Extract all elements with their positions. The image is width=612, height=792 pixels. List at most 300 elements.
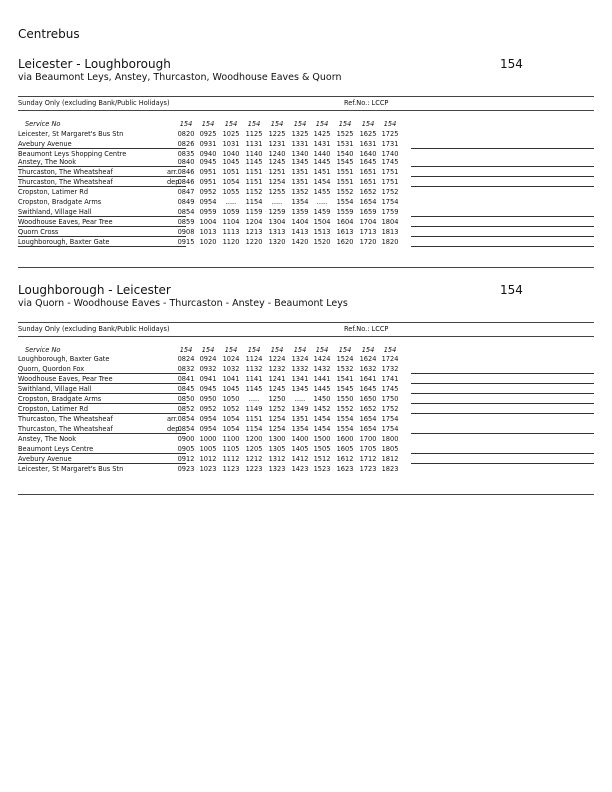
departure-time: 1531 [336,140,354,148]
departure-time: 1351 [291,168,309,176]
departure-time: 0854 [177,415,195,423]
departure-time: 1651 [359,178,377,186]
departure-time: 1551 [336,168,354,176]
departure-time: 0925 [199,130,217,138]
departure-time: 1454 [313,425,331,433]
departure-time: 1455 [313,188,331,196]
departure-time: 1000 [199,435,217,443]
arr-dep-marker: arr. [167,168,178,176]
departure-time: 0945 [199,158,217,166]
departure-time: 1345 [291,158,309,166]
departure-time: 1459 [313,208,331,216]
departure-time: 1420 [291,238,309,246]
departure-time: 1331 [291,140,309,148]
departure-time: 1159 [245,208,263,216]
table-row [0,385,612,395]
departure-time: 1640 [359,150,377,158]
departure-time: 1445 [313,158,331,166]
departure-time: 0850 [177,395,195,403]
departure-time: 1512 [313,455,331,463]
departure-time: 1550 [336,395,354,403]
departure-time: 1552 [336,188,354,196]
departure-time: 1754 [381,415,399,423]
departure-time: 0945 [199,385,217,393]
table-row [0,208,612,218]
departure-time: 1059 [222,208,240,216]
departure-time: 1645 [359,158,377,166]
departure-time: 0846 [177,178,195,186]
row-underline [18,463,186,464]
departure-time: 1654 [359,198,377,206]
service-number: 154 [315,120,329,128]
service-number: 154 [179,346,193,354]
operator-name: Centrebus [18,27,80,41]
departure-time: 0835 [177,150,195,158]
departure-time: 1532 [336,365,354,373]
departure-time: 1031 [222,140,240,148]
departure-time: 1720 [359,238,377,246]
departure-time: 1252 [268,405,286,413]
reference-number: Ref.No.: LCCP [344,325,389,333]
departure-time: 1654 [359,415,377,423]
departure-time: 1112 [222,455,240,463]
row-underline [411,433,594,434]
departure-time: 1540 [336,150,354,158]
divider [18,110,594,111]
departure-time: 1804 [381,218,399,226]
departure-time: 1625 [359,130,377,138]
departure-time: 1332 [291,365,309,373]
stop-name: Cropston, Bradgate Arms [18,395,102,403]
departure-time: 1020 [199,238,217,246]
departure-time: 1600 [336,435,354,443]
departure-time: 1713 [359,228,377,236]
departure-time: 1545 [336,158,354,166]
departure-time: 0845 [177,385,195,393]
table-row [0,228,612,238]
departure-time: 1240 [268,150,286,158]
departure-time: ..... [271,198,283,206]
row-underline [18,226,186,227]
service-number: 154 [361,120,375,128]
stop-name: Avebury Avenue [18,140,72,148]
departure-time: 1055 [222,188,240,196]
departure-time: 1124 [245,355,263,363]
departure-time: 1651 [359,168,377,176]
service-number: 154 [338,120,352,128]
departure-time: 1724 [381,355,399,363]
departure-time: 1813 [381,228,399,236]
departure-time: 1751 [381,178,399,186]
departure-time: 1423 [291,465,309,473]
departure-time: 1032 [222,365,240,373]
departure-time: 1613 [336,228,354,236]
departure-time: 1012 [199,455,217,463]
departure-time: 0854 [177,425,195,433]
departure-time: 1554 [336,425,354,433]
departure-time: 1045 [222,385,240,393]
table-row [0,218,612,228]
departure-time: 1404 [291,218,309,226]
departure-time: 1745 [381,385,399,393]
day-note: Sunday Only (excluding Bank/Public Holidays) [18,99,170,107]
departure-time: 0900 [177,435,195,443]
departure-time: 1754 [381,198,399,206]
table-row [0,178,612,188]
departure-time: 1440 [313,150,331,158]
row-underline [18,246,186,247]
departure-time: 1605 [336,445,354,453]
departure-time: 1705 [359,445,377,453]
departure-time: 1149 [245,405,263,413]
stop-name: Anstey, The Nook [18,435,77,443]
service-label: Service No [25,120,61,128]
stop-name: Thurcaston, The Wheatsheaf [18,178,113,186]
departure-time: 0924 [199,355,217,363]
row-underline [411,236,594,237]
departure-time: 1431 [313,140,331,148]
service-number: 154 [270,346,284,354]
row-underline [411,463,594,464]
stop-name: Leicester, St Margaret's Bus Stn [18,465,124,473]
table-row [0,455,612,465]
departure-time: 0940 [199,150,217,158]
departure-time: 1452 [313,405,331,413]
table-row [0,435,612,445]
row-underline [411,186,594,187]
departure-time: 1141 [245,375,263,383]
stop-name: Cropston, Latimer Rd [18,188,89,196]
departure-time: 0824 [177,355,195,363]
row-underline [18,166,186,167]
table-row [0,158,612,168]
departure-time: 1120 [222,238,240,246]
departure-time: 0820 [177,130,195,138]
table-row [0,425,612,435]
table-row [0,375,612,385]
service-number: 154 [293,346,307,354]
table-row [0,365,612,375]
row-underline [411,393,594,394]
departure-time: ..... [316,198,328,206]
departure-time: 1023 [199,465,217,473]
row-underline [18,383,186,384]
departure-time: 1740 [381,150,399,158]
departure-time: 0859 [177,218,195,226]
stop-name: Cropston, Bradgate Arms [18,198,102,206]
day-note: Sunday Only (excluding Bank/Public Holidays) [18,325,170,333]
row-underline [18,393,186,394]
divider [18,96,594,97]
departure-time: 0832 [177,365,195,373]
departure-time: 1232 [268,365,286,373]
departure-time: 0915 [177,238,195,246]
departure-time: 1151 [245,178,263,186]
departure-time: 1213 [245,228,263,236]
departure-time: 1154 [245,425,263,433]
departure-time: 1659 [359,208,377,216]
divider [18,267,594,268]
departure-time: 1723 [359,465,377,473]
service-number: 154 [224,120,238,128]
departure-time: 1750 [381,395,399,403]
departure-time: 0952 [199,188,217,196]
departure-time: 1652 [359,188,377,196]
departure-time: 1312 [268,455,286,463]
departure-time: 1345 [291,385,309,393]
row-underline [18,186,186,187]
departure-time: 0847 [177,188,195,196]
departure-time: 0952 [199,405,217,413]
departure-time: 1132 [245,365,263,373]
departure-time: 0841 [177,375,195,383]
departure-time: 1820 [381,238,399,246]
departure-time: 1041 [222,375,240,383]
departure-time: 1152 [245,188,263,196]
departure-time: 0951 [199,178,217,186]
departure-time: 1413 [291,228,309,236]
departure-time: 1054 [222,425,240,433]
departure-time: 1220 [245,238,263,246]
reference-number: Ref.No.: LCCP [344,99,389,107]
departure-time: 0849 [177,198,195,206]
table-row [0,198,612,208]
table-row [0,445,612,455]
departure-time: 0954 [199,425,217,433]
departure-time: 1305 [268,445,286,453]
departure-time: 1823 [381,465,399,473]
departure-time: 1424 [313,355,331,363]
departure-time: 1005 [199,445,217,453]
departure-time: 1741 [381,375,399,383]
departure-time: 1624 [359,355,377,363]
departure-time: 0959 [199,208,217,216]
departure-time: 1245 [268,158,286,166]
stop-name: Loughborough, Baxter Gate [18,238,110,246]
stop-name: Anstey, The Nook [18,158,77,166]
row-underline [18,236,186,237]
table-row [0,415,612,425]
departure-time: 1324 [291,355,309,363]
departure-time: 1445 [313,385,331,393]
departure-time: 1604 [336,218,354,226]
departure-time: 1359 [291,208,309,216]
table-row [0,405,612,415]
table-row [0,188,612,198]
departure-time: 1450 [313,395,331,403]
departure-time: 1245 [268,385,286,393]
departure-time: 0932 [199,365,217,373]
departure-time: 1352 [291,188,309,196]
departure-time: 1250 [268,395,286,403]
departure-time: 1554 [336,198,354,206]
departure-time: 1725 [381,130,399,138]
departure-time: 1024 [222,355,240,363]
departure-time: 1204 [245,218,263,226]
departure-time: 1013 [199,228,217,236]
table-row [0,238,612,248]
table-row [0,355,612,365]
departure-time: 1354 [291,198,309,206]
table-row [0,130,612,140]
departure-time: 1454 [313,178,331,186]
route-via: via Beaumont Leys, Anstey, Thurcaston, Woodhouse Eaves & Quorn [18,72,342,83]
row-underline [411,373,594,374]
row-underline [18,413,186,414]
stop-name: Beaumont Leys Shopping Centre [18,150,127,158]
departure-time: 1412 [291,455,309,463]
departure-time: 1559 [336,208,354,216]
departure-time: 1349 [291,405,309,413]
departure-time: 1125 [245,130,263,138]
stop-name: Loughborough, Baxter Gate [18,355,110,363]
departure-time: 1225 [268,130,286,138]
service-number: 154 [179,120,193,128]
departure-time: 1223 [245,465,263,473]
departure-time: 1754 [381,425,399,433]
departure-time: 1254 [268,425,286,433]
departure-time: 1131 [245,140,263,148]
departure-time: 1805 [381,445,399,453]
departure-time: 1154 [245,198,263,206]
departure-time: 1523 [313,465,331,473]
departure-time: 0951 [199,168,217,176]
departure-time: ..... [225,198,237,206]
departure-time: 0846 [177,168,195,176]
departure-time: 1731 [381,140,399,148]
stop-name: Thurcaston, The Wheatsheaf [18,425,113,433]
departure-time: 1325 [291,130,309,138]
stop-name: Quorn, Quordon Fox [18,365,85,373]
departure-time: 1425 [313,130,331,138]
stop-name: Cropston, Latimer Rd [18,405,89,413]
departure-time: 0950 [199,395,217,403]
departure-time: 1652 [359,405,377,413]
row-underline [18,176,186,177]
table-row [0,465,612,475]
stop-name: Leicester, St Margaret's Bus Stn [18,130,124,138]
departure-time: 1045 [222,158,240,166]
stop-name: Thurcaston, The Wheatsheaf [18,168,113,176]
departure-time: 1351 [291,415,309,423]
service-number: 154 [383,120,397,128]
row-underline [18,433,186,434]
departure-time: 1025 [222,130,240,138]
departure-time: 1323 [268,465,286,473]
departure-time: 1113 [222,228,240,236]
arr-dep-marker: arr. [167,415,178,423]
departure-time: 1251 [268,168,286,176]
departure-time: 1812 [381,455,399,463]
departure-time: 1513 [313,228,331,236]
departure-time: 1231 [268,140,286,148]
departure-time: 1145 [245,385,263,393]
departure-time: 1255 [268,188,286,196]
departure-time: 1151 [245,415,263,423]
arr-dep-marker: dep. [167,178,182,186]
departure-time: 1432 [313,365,331,373]
service-number: 154 [270,120,284,128]
stop-name: Swithland, Village Hall [18,385,92,393]
departure-time: 1123 [222,465,240,473]
departure-time: ..... [248,395,260,403]
route-number: 154 [500,283,523,297]
departure-time: 0840 [177,158,195,166]
arr-dep-marker: dep. [167,425,182,433]
departure-time: 1200 [245,435,263,443]
departure-time: 1712 [359,455,377,463]
service-number: 154 [338,346,352,354]
divider [18,494,594,495]
departure-time: 1505 [313,445,331,453]
departure-time: 1054 [222,178,240,186]
departure-time: 1304 [268,218,286,226]
divider [18,336,594,337]
departure-time: 1759 [381,208,399,216]
service-number: 154 [315,346,329,354]
departure-time: 1704 [359,218,377,226]
departure-time: ..... [294,395,306,403]
departure-time: 0941 [199,375,217,383]
departure-time: 1541 [336,375,354,383]
departure-time: 1051 [222,168,240,176]
departure-time: 0908 [177,228,195,236]
departure-time: 1004 [199,218,217,226]
departure-time: 1545 [336,385,354,393]
departure-time: 0954 [199,415,217,423]
row-underline [18,403,186,404]
departure-time: 1554 [336,415,354,423]
departure-time: 1552 [336,405,354,413]
departure-time: 1254 [268,178,286,186]
stop-name: Swithland, Village Hall [18,208,92,216]
departure-time: 1054 [222,415,240,423]
departure-time: 1254 [268,415,286,423]
service-number: 154 [247,120,261,128]
departure-time: 1645 [359,385,377,393]
departure-time: 1524 [336,355,354,363]
departure-time: 1632 [359,365,377,373]
row-underline [18,453,186,454]
route-title: Loughborough - Leicester [18,283,171,297]
departure-time: 1354 [291,425,309,433]
departure-time: 1451 [313,168,331,176]
service-number: 154 [224,346,238,354]
row-underline [411,166,594,167]
stop-name: Quorn Cross [18,228,59,236]
departure-time: 1313 [268,228,286,236]
divider [18,322,594,323]
row-underline [411,413,594,414]
departure-time: 1400 [291,435,309,443]
row-underline [411,453,594,454]
departure-time: 1551 [336,178,354,186]
departure-time: 1441 [313,375,331,383]
departure-time: 1752 [381,405,399,413]
stop-name: Thurcaston, The Wheatsheaf [18,415,113,423]
stop-name: Avebury Avenue [18,455,72,463]
departure-time: 0854 [177,208,195,216]
row-underline [411,403,594,404]
departure-time: 1504 [313,218,331,226]
departure-time: 1212 [245,455,263,463]
table-row [0,140,612,150]
stop-name: Woodhouse Eaves, Pear Tree [18,218,113,226]
departure-time: 1040 [222,150,240,158]
departure-time: 1800 [381,435,399,443]
departure-time: 1300 [268,435,286,443]
departure-time: 1050 [222,395,240,403]
